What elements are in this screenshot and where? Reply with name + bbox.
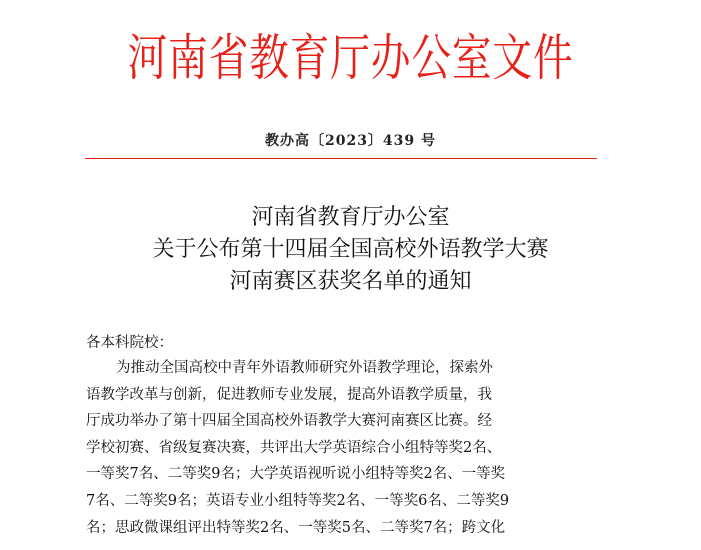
document-number: 教办高〔2023〕439 号 bbox=[264, 133, 437, 149]
salutation: 各本科院校： bbox=[86, 335, 173, 351]
notice-title bbox=[0, 202, 701, 298]
notice-title-line: 河南省教育厅办公室 bbox=[251, 205, 450, 230]
paragraph-line: 语教学改革与创新，促进教师专业发展，提高外语教学质量，我 bbox=[86, 386, 492, 403]
paragraph-line: 名；思政微课组评出特等奖2名、一等奖5名、二等奖7名；跨文化 bbox=[86, 519, 506, 536]
issuer-title: 河南省教育厅办公室文件 bbox=[127, 29, 574, 87]
paragraph-line: 一等奖7名、二等奖9名；大学英语视听说小组特等奖2名、一等奖 bbox=[86, 466, 506, 483]
paragraph-line: 学校初赛、省级复赛决赛，共评出大学英语综合小组特等奖2名、 bbox=[86, 439, 502, 456]
paragraph-line: 为推动全国高校中青年外语教师研究外语教学理论，探索外 bbox=[116, 360, 493, 376]
body-paragraph bbox=[86, 355, 632, 541]
paragraph-line: 7名、二等奖9名；英语专业小组特等奖2名、一等奖6名、二等奖9 bbox=[86, 492, 510, 509]
red-divider-line bbox=[85, 158, 597, 159]
notice-title-line: 河南赛区获奖名单的通知 bbox=[229, 269, 472, 294]
paragraph-line: 厅成功举办了第十四届全国高校外语教学大赛河南赛区比赛。经 bbox=[86, 413, 492, 430]
notice-title-line: 关于公布第十四届全国高校外语教学大赛 bbox=[152, 237, 549, 262]
